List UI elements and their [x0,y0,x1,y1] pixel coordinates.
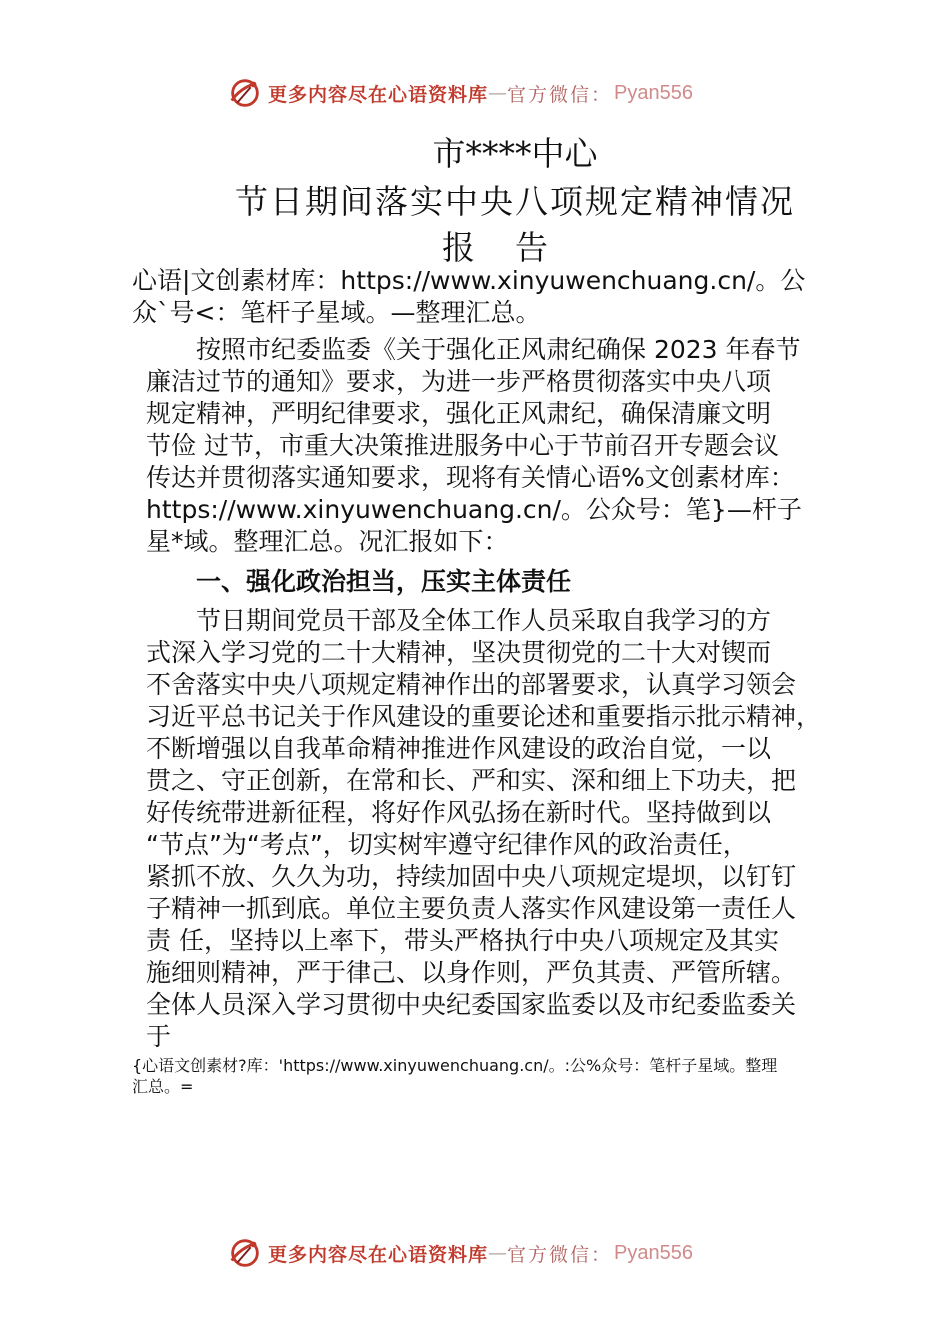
body-line: 全体人员深入学习贯彻中央纪委国家监委以及市纪委监委关 [146,990,797,1019]
body-line: 紧抓不放、久久为功，持续加固中央八项规定堤坝，以钉钉 [146,862,797,891]
body-line: 节日期间党员干部及全体工作人员采取自我学习的方 [146,606,772,635]
footer-banner [226,1233,726,1273]
body-line: 式深入学习党的二十大精神，坚决贯彻党的二十大对锲而 [146,638,772,667]
body-line: 众`号<：笔杆子星域。—整理汇总。 [132,298,541,327]
body-line: 于 [146,1022,172,1051]
body-line: 施细则精神，严于律己、以身作则，严负其责、严管所辖。 [146,958,797,987]
body-line: 好传统带进新征程，将好作风弘扬在新时代。坚持做到以 [146,798,772,827]
banner-wechat-label: 官方微信： [507,1243,613,1266]
section-heading: 一、强化政治担当，压实主体责任 [146,567,572,596]
body-line: 按照市纪委监委《关于强化正风肃纪确保 2023 年春节 [146,335,801,364]
banner-wechat-id: Pyan556 [614,1241,693,1264]
doc-title-main: 节日期间落实中央八项规定精神情况 [235,182,795,221]
banner-wechat-id: Pyan556 [614,81,693,104]
body-line: 廉洁过节的通知》要求，为进一步严格贯彻落实中央八项 [146,367,772,396]
banner-separator: — [488,82,508,104]
body-line: 规定精神，严明纪律要求，强化正风肃纪，确保清廉文明 [146,399,772,428]
body-line: 节俭 过节，市重大决策推进服务中心于节前召开专题会议 [146,431,779,460]
footnote-line: {心语文创素材?库：'https://www.xinyuwenchuang.cn/。:公%众号：笔杆子星域。整理 [132,1056,778,1075]
doc-title-org: 市****中心 [432,134,598,173]
body-line: 传达并贯彻落实通知要求，现将有关情心语%文创素材库： [146,463,795,492]
banner-wechat-label: 官方微信： [507,83,613,106]
body-line: 心语|文创素材库：https://www.xinyuwenchuang.cn/。公 [132,266,806,295]
body-line: 星*域。整理汇总。况汇报如下： [146,527,509,556]
body-line: 贯之、守正创新，在常和长、严和实、深和细上下功夫，把 [146,766,797,795]
body-line: 不断增强以自我革命精神推进作风建设的政治自觉，一以 [146,734,772,763]
body-line: https://www.xinyuwenchuang.cn/。公众号：笔}—杆子 [146,495,802,524]
body-line: 不舍落实中央八项规定精神作出的部署要求，认真学习领会 [146,670,797,699]
logo-icon [226,1234,264,1272]
header-banner [226,73,726,113]
body-line: 责 任，坚持以上率下，带头严格执行中央八项规定及其实 [146,926,779,955]
banner-text: 更多内容尽在心语资料库 [268,1243,489,1266]
logo-icon [226,74,264,112]
body-line: “节点”为“考点”，切实树牢遵守纪律作风的政治责任， [146,830,748,859]
footnote-line: 汇总。= [132,1077,194,1096]
body-line: 子精神一抓到底。单位主要负责人落实作风建设第一责任人 [146,894,797,923]
banner-separator: — [488,1242,508,1264]
body-line: 习近平总书记关于作风建设的重要论述和重要指示批示精神， [146,702,822,731]
doc-title-report: 报告 [442,228,588,267]
banner-text: 更多内容尽在心语资料库 [268,83,489,106]
